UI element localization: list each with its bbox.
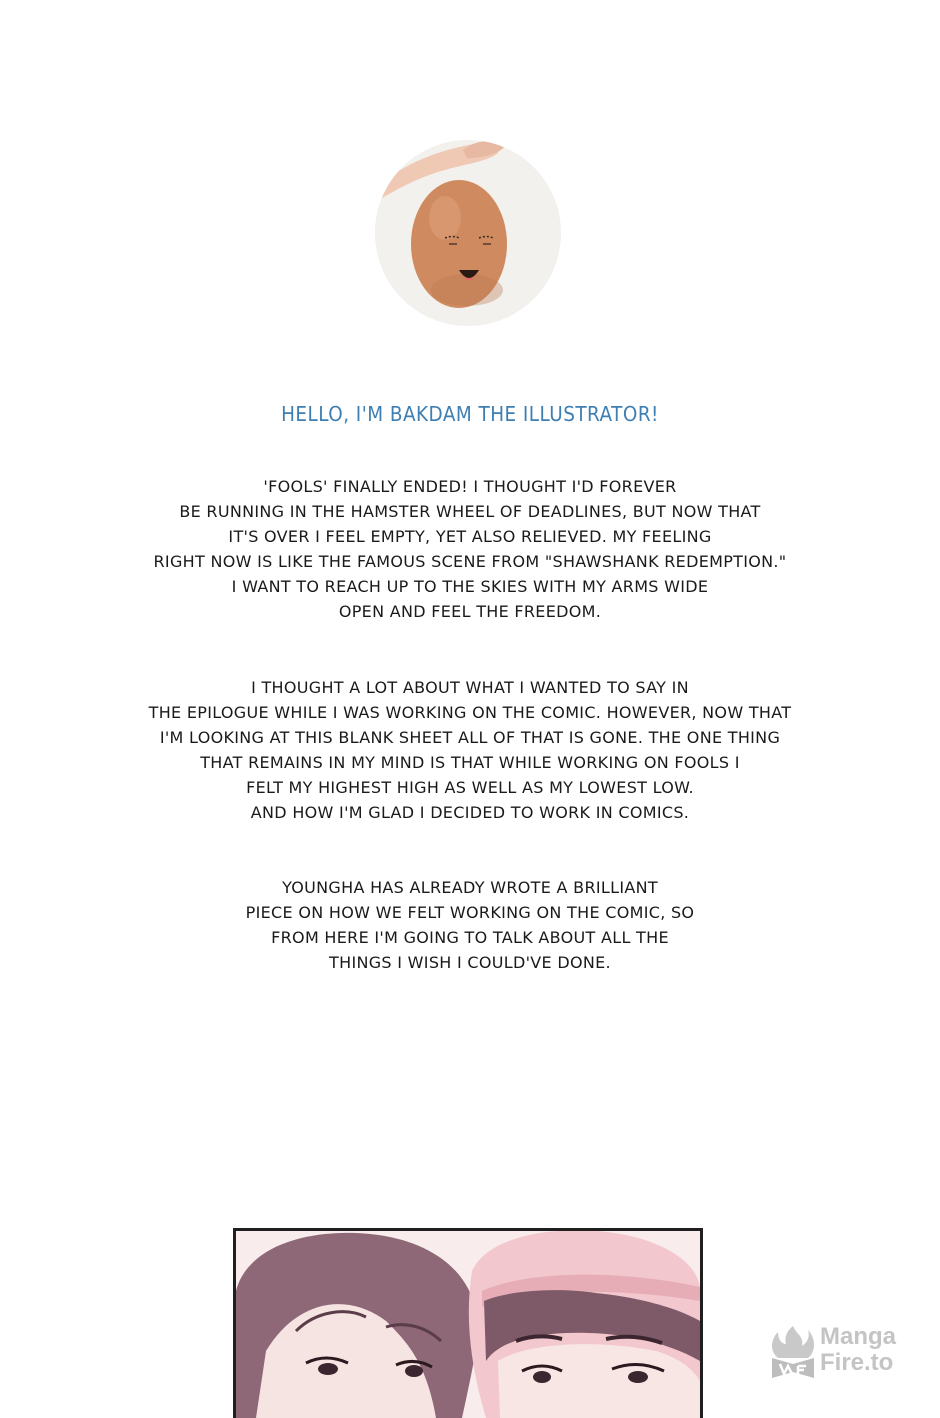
text-line: FELT MY HIGHEST HIGH AS WELL AS MY LOWEST LOW.	[246, 778, 694, 797]
text-line: RIGHT NOW IS LIKE THE FAMOUS SCENE FROM "SHAWSHANK REDEMPTION."	[153, 552, 787, 571]
two-characters-illustration	[236, 1231, 700, 1418]
text-line: THE EPILOGUE WHILE I WAS WORKING ON THE COMIC. HOWEVER, NOW THAT	[148, 703, 792, 722]
text-line: PIECE ON HOW WE FELT WORKING ON THE COMIC, SO	[245, 903, 695, 922]
text-line: THAT REMAINS IN MY MIND IS THAT WHILE WORKING ON FOOLS I	[200, 753, 740, 772]
egg-face-icon	[375, 140, 561, 326]
text-line: I THOUGHT A LOT ABOUT WHAT I WANTED TO SAY IN	[251, 678, 689, 697]
text-line: AND HOW I'M GLAD I DECIDED TO WORK IN COMICS.	[250, 803, 690, 822]
text-line: BE RUNNING IN THE HAMSTER WHEEL OF DEADLINES, BUT NOW THAT	[179, 502, 761, 521]
paragraph-intro	[0, 474, 940, 624]
text-line: 'FOOLS' FINALLY ENDED! I THOUGHT I'D FOREVER	[263, 477, 677, 496]
text-line: FROM HERE I'M GOING TO TALK ABOUT ALL THE	[271, 928, 669, 947]
mangafire-watermark	[770, 1322, 920, 1384]
flame-book-icon	[770, 1324, 816, 1380]
watermark-line2: Fire.to	[820, 1349, 894, 1376]
page-title: HELLO, I'M BAKDAM THE ILLUSTRATOR!	[281, 402, 659, 426]
text-line: I WANT TO REACH UP TO THE SKIES WITH MY ARMS WIDE	[231, 577, 709, 596]
text-line: THINGS I WISH I COULD'VE DONE.	[329, 953, 611, 972]
text-line: OPEN AND FEEL THE FREEDOM.	[338, 602, 602, 621]
comic-panel-illustration	[233, 1228, 703, 1418]
paragraph-epilogue	[0, 675, 940, 825]
text-line: I'M LOOKING AT THIS BLANK SHEET ALL OF THAT IS GONE. THE ONE THING	[159, 728, 781, 747]
watermark-line1: Manga	[820, 1323, 897, 1350]
text-line: YOUNGHA HAS ALREADY WROTE A BRILLIANT	[282, 878, 658, 897]
paragraph-youngha	[0, 875, 940, 975]
illustrator-egg-avatar	[375, 140, 561, 326]
text-line: IT'S OVER I FEEL EMPTY, YET ALSO RELIEVED. MY FEELING	[228, 527, 712, 546]
